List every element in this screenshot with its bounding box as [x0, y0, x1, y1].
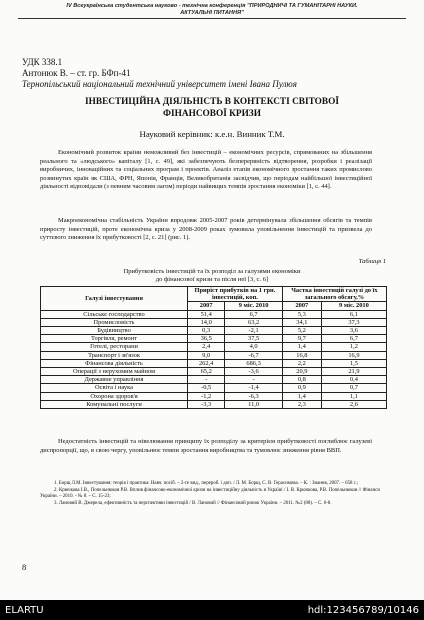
author-line: Антонюк В. – ст. гр. БФп-41 — [22, 68, 131, 78]
table-label: Таблиця 1 — [358, 258, 386, 265]
reference-item: 1. Борщ Л.М. Інвестування: теорія і практика: Навч. посіб. – 2-ге вид., перероб. і доп. / Л. М. Борщ, С. В. Герасимова. – К. : Знання, 2007. – 658 с.; — [54, 481, 359, 486]
subheader-share-2010: 9 міс. 2010 — [321, 302, 386, 310]
profit-2010-cell: -6,7 — [225, 351, 282, 359]
repository-name: ELARTU — [5, 605, 44, 616]
share-2007-cell: 0,8 — [282, 376, 321, 384]
share-2007-cell: 0,9 — [282, 384, 321, 392]
share-2010-cell: 2,6 — [321, 400, 386, 408]
branch-cell: Торгівля, ремонт — [41, 335, 188, 343]
conference-header — [16, 3, 408, 16]
share-2010-cell: 1,5 — [321, 359, 386, 367]
repository-footer — [0, 600, 424, 620]
header-branch: Галузі інвестування — [41, 287, 188, 311]
profit-2007-cell: 36,5 — [188, 335, 225, 343]
profit-2010-cell: -2,1 — [225, 327, 282, 335]
share-2010-cell: 21,9 — [321, 368, 386, 376]
share-2007-cell: 1,4 — [282, 343, 321, 351]
paragraph-conclusion: Недостатність інвестицій та нівелювання принципу їх розподілу за критерієм прибутковості поглиблює галузеві диспропорції, що, в свою чергу, уповільнює темпи зростання виробництва та тумовлює зниження рівня ВВП. — [40, 438, 372, 454]
share-2010-cell: 1,1 — [321, 392, 386, 400]
share-2010-cell: 6,7 — [321, 335, 386, 343]
branch-cell: Готелі, ресторани — [41, 343, 188, 351]
conference-header-line2: АКТУАЛЬНІ ПИТАННЯ" — [180, 9, 244, 16]
branch-cell: Транспорт і зв'язок — [41, 351, 188, 359]
references — [40, 481, 380, 508]
profit-2010-cell: - — [225, 376, 282, 384]
share-2007-cell: 2,2 — [282, 359, 321, 367]
table-row — [41, 359, 387, 367]
share-2010-cell: 1,2 — [321, 343, 386, 351]
share-2007-cell: 16,8 — [282, 351, 321, 359]
share-2010-cell: 0,7 — [321, 384, 386, 392]
table-row — [41, 318, 387, 326]
profit-2010-cell: 686,3 — [225, 359, 282, 367]
handle-link[interactable]: hdl:123456789/10146 — [307, 605, 419, 616]
profit-2007-cell: -1,2 — [188, 392, 225, 400]
subheader-profit-2007: 2007 — [188, 302, 225, 310]
udk-code: УДК 338.1 — [22, 57, 63, 67]
profit-2010-cell: -6,3 — [225, 392, 282, 400]
branch-cell: Державне управління — [41, 376, 188, 384]
profit-2010-cell: -3,6 — [225, 368, 282, 376]
share-2010-cell: 0,4 — [321, 376, 386, 384]
table-row — [41, 327, 387, 335]
header-share: Частка інвестицій галузі до їх загального обсягу,% — [282, 287, 386, 302]
table-row — [41, 368, 387, 376]
profit-2007-cell: - — [188, 376, 225, 384]
reference-item: 2. Крючкова І.В., Попельнюков Р.В. Вплив фінансово-економічної кризи на інвестиційну діяльність в Україні / І. В. Крючкова, Р.В. Попельнюков // Фінанси України. – 2010. - № 8. – С. 15-23; — [40, 488, 380, 499]
profit-2007-cell: 2,4 — [188, 343, 225, 351]
table-body — [41, 310, 387, 408]
profit-2010-cell: 37,5 — [225, 335, 282, 343]
share-2007-cell: 5,3 — [282, 310, 321, 318]
table-caption — [40, 268, 384, 284]
table-row — [41, 384, 387, 392]
profit-2007-cell: 0,3 — [188, 327, 225, 335]
branch-cell: Сільське господарство — [41, 310, 188, 318]
subheader-share-2007: 2007 — [282, 302, 321, 310]
table-row — [41, 376, 387, 384]
table-row — [41, 310, 387, 318]
header-divider — [18, 18, 406, 19]
share-2007-cell: 20,9 — [282, 368, 321, 376]
paragraph-intro: Економічний розвиток країни неможливий без інвестицій – економічних ресурсів, спрямованих на збільшення реального та «людського» капіталу [1, с. 49], які забезпечують безперервність відтворення, розробки і реалізації виробничих, інноваційних та соціальних програм і проектів. Аналіз етапів економічного зростання таких промислово розвинутих країн як США, ФРН, Японія, Франція, Великобританія засвідчив, що періодам найбільшої інвестиційної діяльності відповідали (з певним часовим лагом) періоди найвищих темпів зростання економіки [1, с. 44]. — [40, 149, 372, 190]
branch-cell: Будівництво — [41, 327, 188, 335]
profit-2007-cell: 65,2 — [188, 368, 225, 376]
title-line2: ФІНАНСОВОЇ КРИЗИ — [163, 109, 261, 119]
profit-2010-cell: 6,7 — [225, 310, 282, 318]
share-2007-cell: 5,2 — [282, 327, 321, 335]
share-2007-cell: 1,4 — [282, 392, 321, 400]
table-row — [41, 392, 387, 400]
share-2007-cell: 2,3 — [282, 400, 321, 408]
page-number: 8 — [22, 562, 27, 572]
profit-2007-cell: -3,3 — [188, 400, 225, 408]
investment-table — [40, 286, 387, 409]
header-profit: Приріст прибутків на 1 грн. інвестицій, коп. — [188, 287, 283, 302]
table-row — [41, 400, 387, 408]
table-row — [41, 351, 387, 359]
profit-2010-cell: 63,2 — [225, 318, 282, 326]
profit-2007-cell: 9,0 — [188, 351, 225, 359]
affiliation: Тернопільський національний технічний університет імені Івана Пулюя — [22, 79, 297, 89]
reference-item: 3. Лановий В. Джерела, ефективність та перспективи інвестицій / В. Лановий // Фінансовий ринок України. – 2011. №2 (88). – С. 6-8. — [54, 501, 332, 506]
scientific-advisor: Науковий керівник: к.е.н. Винник Т.М. — [139, 129, 285, 139]
table-row — [41, 335, 387, 343]
subheader-profit-2010: 9 міс. 2010 — [225, 302, 282, 310]
table-caption-line1: Прибутковість інвестицій та їх розподіл за галузями економіки — [123, 268, 301, 275]
profit-2010-cell: 4,0 — [225, 343, 282, 351]
title-line1: ІНВЕСТИЦІЙНА ДІЯЛЬНІСТЬ В КОНТЕКСТІ СВІТОВОЇ — [85, 97, 339, 107]
profit-2010-cell: -1,4 — [225, 384, 282, 392]
branch-cell: Промисловість — [41, 318, 188, 326]
conference-header-line1: IV Всеукраїнська студентська науково - технічна конференція "ПРИРОДНИЧІ ТА ГУМАНІТАРНІ НАУКИ. — [66, 3, 358, 9]
table-caption-line2: до фінансової кризи та після неї [3, с. 6] — [155, 276, 269, 283]
share-2010-cell: 37,3 — [321, 318, 386, 326]
paragraph-crisis: Макроекономічна стабільність України впродовж 2005-2007 років детермінувала збільшення обсягів та темпів приросту інвестицій, проте економічна криза у 2008-2009 роках зумовила уповільнення інвестицій та призвела до суттєвого зниження їх прибутковості [2, с. 21] (рис. 1). — [40, 217, 372, 241]
branch-cell: Освіта і наука — [41, 384, 188, 392]
share-2010-cell: 6,1 — [321, 310, 386, 318]
share-2007-cell: 34,1 — [282, 318, 321, 326]
profit-2007-cell: 51,4 — [188, 310, 225, 318]
branch-cell: Комунальні послуги — [41, 400, 188, 408]
branch-cell: Операції з нерухомим майном — [41, 368, 188, 376]
profit-2010-cell: 11,0 — [225, 400, 282, 408]
profit-2007-cell: 262,4 — [188, 359, 225, 367]
table-row — [41, 343, 387, 351]
share-2010-cell: 16,9 — [321, 351, 386, 359]
profit-2007-cell: 14,0 — [188, 318, 225, 326]
profit-2007-cell: -0,5 — [188, 384, 225, 392]
branch-cell: Фінансова діяльність — [41, 359, 188, 367]
branch-cell: Охорона здоров'я — [41, 392, 188, 400]
share-2010-cell: 3,6 — [321, 327, 386, 335]
share-2007-cell: 9,7 — [282, 335, 321, 343]
article-title — [40, 96, 384, 120]
